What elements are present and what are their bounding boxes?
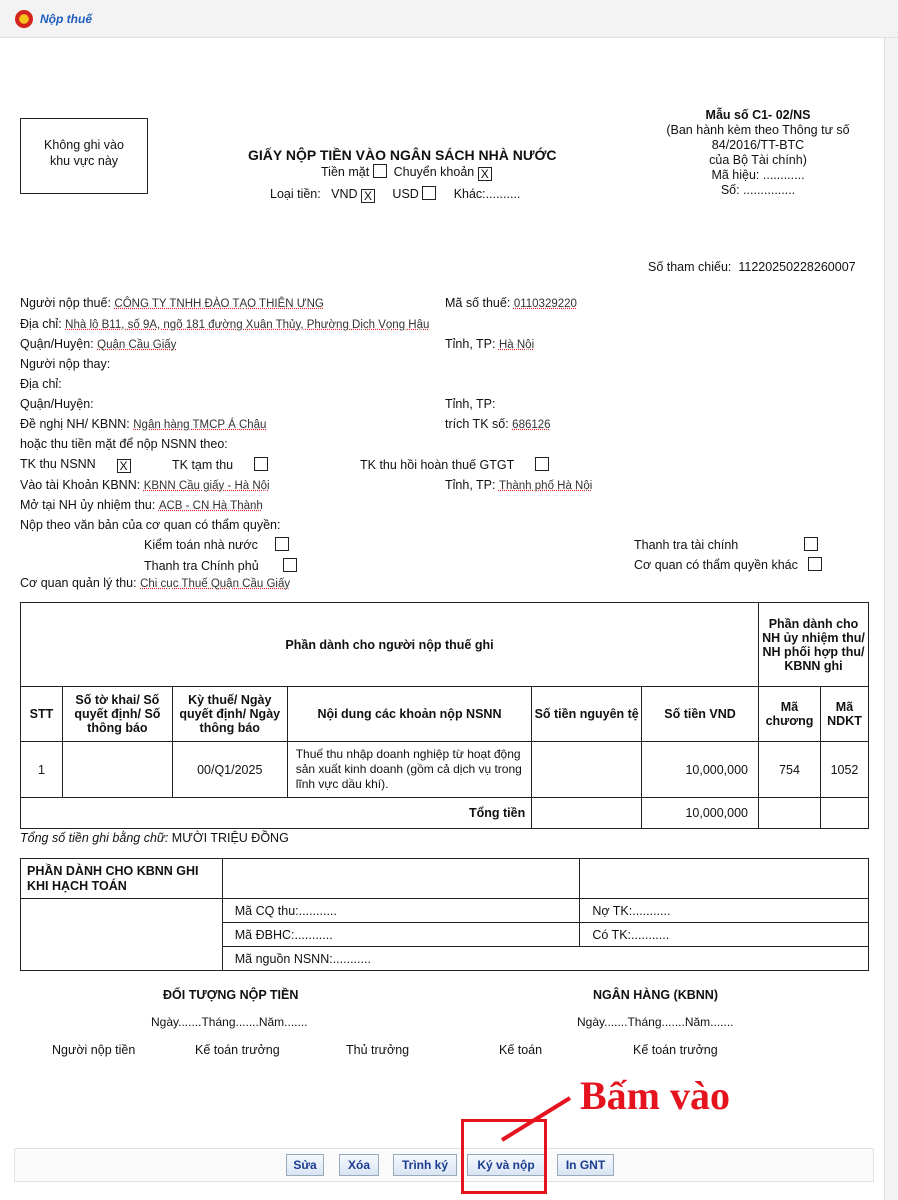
bank-value: Ngân hàng TMCP Á Châu	[133, 419, 267, 431]
audit-row	[144, 537, 289, 552]
agency-row	[20, 576, 290, 590]
tk-thu-checkbox[interactable]: X	[117, 459, 131, 473]
kbnn-accounting-table	[20, 858, 869, 971]
no-write-area	[20, 118, 148, 194]
table-header-row	[21, 687, 869, 742]
form-title: GIẤY NỘP TIỀN VÀO NGÂN SÁCH NHÀ NƯỚC	[248, 147, 557, 163]
proxy-payer-label: Người nộp thay:	[20, 357, 111, 371]
kbnn-empty-cell	[21, 899, 223, 971]
bank-sign-date: Ngày.......Tháng.......Năm.......	[577, 1015, 734, 1029]
authority-line: Nộp theo văn bản của cơ quan có thẩm quyền:	[20, 518, 281, 532]
sign-chief-accountant: Kế toán trưởng	[195, 1043, 280, 1057]
col-header: Kỳ thuế/ Ngày quyết định/ Ngày thông báo	[172, 687, 287, 742]
gov-insp-row	[144, 558, 297, 573]
no-write-line1: Không ghi vào	[44, 138, 124, 152]
tax-code-row	[445, 296, 577, 310]
account-label: trích TK số:	[445, 417, 509, 431]
tax-code-value: 0110329220	[513, 298, 577, 310]
col-header: Số tờ khai/ Số quyết định/ Số thông báo	[62, 687, 172, 742]
col-header: Số tiền nguyên tệ	[532, 687, 642, 742]
kbnn-row-2	[21, 899, 869, 923]
account-row	[445, 417, 551, 431]
cell-chuong: 754	[759, 742, 821, 798]
ma-nguon-nsnn: Mã nguồn NSNN:...........	[222, 947, 868, 971]
total-ndkt	[820, 798, 868, 829]
district-value: Quận Cầu Giấy	[97, 339, 177, 351]
other-auth-row	[634, 557, 822, 572]
open-at-value: ACB - CN Hà Thành	[158, 500, 263, 512]
col-header: STT	[21, 687, 63, 742]
gov-insp-checkbox[interactable]	[283, 558, 297, 572]
ma-cq-thu: Mã CQ thu:...........	[222, 899, 580, 923]
district-label: Quận/Huyện:	[20, 337, 94, 351]
total-chuong	[759, 798, 821, 829]
no-tk: Nợ TK:...........	[580, 899, 869, 923]
section-left-header: Phần dành cho người nộp thuế ghi	[21, 603, 759, 687]
gov-insp-label: Thanh tra Chính phủ	[144, 559, 259, 573]
cell-so-to-khai	[62, 742, 172, 798]
tk-thu-label: TK thu NSNN	[20, 457, 96, 471]
usd-label: USD	[392, 187, 419, 201]
kbnn-row	[20, 478, 270, 492]
col-header: Nội dung các khoản nộp NSNN	[287, 687, 532, 742]
delete-button[interactable]: Xóa	[339, 1154, 379, 1176]
submit-button[interactable]: Trình ký	[393, 1154, 457, 1176]
print-button[interactable]: In GNT	[557, 1154, 614, 1176]
form-code-block	[660, 108, 856, 198]
transfer-checkbox[interactable]: X	[478, 167, 492, 181]
other-currency-label: Khác:..........	[453, 187, 521, 201]
sign-bank-chief-accountant: Kế toán trưởng	[633, 1043, 718, 1057]
form-code: Mẫu số C1- 02/NS	[705, 108, 811, 122]
total-vnd: 10,000,000	[642, 798, 759, 829]
fin-insp-row	[634, 537, 818, 552]
tax-code-label: Mã số thuế:	[445, 296, 511, 310]
tk-tam-label: TK tạm thu	[172, 458, 234, 472]
bank-signature-title: NGÂN HÀNG (KBNN)	[593, 988, 718, 1002]
top-bar	[0, 0, 898, 38]
sign-and-pay-button[interactable]: Ký và nộp	[467, 1154, 545, 1176]
kbnn-empty-cell	[222, 859, 580, 899]
total-label: Tổng tiền	[21, 798, 532, 829]
amount-words-row	[20, 831, 289, 845]
ma-hieu: Mã hiệu: ............	[711, 168, 805, 182]
kbnn-section-title: PHẦN DÀNH CHO KBNN GHI KHI HẠCH TOÁN	[21, 859, 223, 899]
kbnn-empty-cell	[580, 859, 869, 899]
agency-label: Cơ quan quản lý thu:	[20, 576, 137, 590]
kbnn-value: KBNN Cầu giấy - Hà Nội	[143, 480, 270, 492]
province-value: Hà Nội	[498, 339, 535, 351]
cell-vnd: 10,000,000	[642, 742, 759, 798]
province-row	[445, 337, 534, 351]
reference-row	[648, 260, 856, 274]
amount-words-label: Tổng số tiền ghi bằng chữ:	[20, 831, 169, 845]
vnd-label: VND	[331, 187, 358, 201]
payer-row	[20, 296, 324, 310]
sign-accountant: Kế toán	[499, 1043, 543, 1057]
cell-ky-thue: 00/Q1/2025	[172, 742, 287, 798]
form-code-line2: 84/2016/TT-BTC	[711, 138, 805, 152]
other-auth-checkbox[interactable]	[808, 557, 822, 571]
so-number: Số: ...............	[720, 183, 796, 197]
payer-label: Người nộp thuế:	[20, 296, 111, 310]
table-row	[21, 742, 869, 798]
tk-thu-row	[20, 457, 131, 473]
reference-label: Số tham chiếu:	[648, 260, 732, 274]
section-right-header: Phần dành cho NH ủy nhiệm thu/ NH phối hợp thu/ KBNN ghi	[759, 603, 869, 687]
proxy-province-label: Tỉnh, TP:	[445, 397, 496, 411]
open-at-label: Mở tại NH ủy nhiệm thu:	[20, 498, 156, 512]
kbnn-label: Vào tài Khoản KBNN:	[20, 478, 141, 492]
cash-label: Tiền mặt	[321, 165, 370, 179]
total-nguyen-te	[532, 798, 642, 829]
audit-checkbox[interactable]	[275, 537, 289, 551]
currency-label: Loại tiền:	[270, 187, 321, 201]
open-at-row	[20, 498, 263, 512]
account-value: 686126	[512, 419, 551, 431]
cell-noi-dung: Thuế thu nhập doanh nghiệp từ hoạt động sản xuất kinh doanh (gồm cả dịch vụ trong lĩnh vực dầu khí).	[287, 742, 532, 798]
currency-row	[270, 186, 520, 203]
callout-highlight-box	[461, 1119, 547, 1194]
kbnn-province-label: Tỉnh, TP:	[445, 478, 496, 492]
address-label: Địa chỉ:	[20, 317, 62, 331]
vnd-checkbox[interactable]: X	[361, 189, 375, 203]
scrollbar[interactable]	[884, 38, 898, 1200]
payment-table	[20, 602, 869, 829]
proxy-district-label: Quận/Huyện:	[20, 397, 94, 411]
table-section-row	[21, 603, 869, 687]
sign-payer: Người nộp tiền	[52, 1043, 136, 1057]
co-tk: Có TK:...........	[580, 923, 869, 947]
form-code-line3: của Bộ Tài chính)	[709, 153, 807, 167]
payer-sign-date: Ngày.......Tháng.......Năm.......	[151, 1015, 308, 1029]
tk-hoan-checkbox[interactable]	[535, 457, 549, 471]
kbnn-row-1	[21, 859, 869, 899]
cell-stt: 1	[21, 742, 63, 798]
amount-words-value: MƯỜI TRIỆU ĐỒNG	[171, 831, 289, 845]
bank-row	[20, 417, 266, 431]
address-row	[20, 317, 429, 331]
agency-value: Chi cục Thuế Quận Cầu Giấy	[140, 578, 291, 590]
edit-button[interactable]: Sửa	[286, 1154, 324, 1176]
other-auth-label: Cơ quan có thẩm quyền khác	[634, 558, 798, 572]
payer-value: CÔNG TY TNHH ĐÀO TẠO THIÊN ƯNG	[114, 298, 324, 310]
tk-hoan-row	[360, 457, 549, 472]
ma-dbhc: Mã ĐBHC:...........	[222, 923, 580, 947]
payer-signature-title: ĐỐI TƯỢNG NỘP TIỀN	[163, 988, 299, 1002]
address-value: Nhà lô B11, số 9A, ngõ 181 đường Xuân Thủy, Phường Dịch Vọng Hậu	[65, 319, 430, 331]
col-header: Mã NDKT	[820, 687, 868, 742]
col-header: Mã chương	[759, 687, 821, 742]
reference-value: 11220250228260007	[738, 260, 856, 274]
transfer-label: Chuyển khoản	[393, 165, 475, 179]
fin-insp-checkbox[interactable]	[804, 537, 818, 551]
kbnn-province-value: Thành phố Hà Nội	[498, 480, 593, 492]
cell-nguyen-te	[532, 742, 642, 798]
form-code-line1: (Ban hành kèm theo Thông tư số	[666, 123, 850, 137]
usd-checkbox[interactable]	[422, 186, 436, 200]
no-write-line2: khu vực này	[49, 154, 119, 168]
fin-insp-label: Thanh tra tài chính	[634, 538, 739, 552]
cell-ndkt: 1052	[820, 742, 868, 798]
sign-head: Thủ trưởng	[346, 1043, 410, 1057]
tk-tam-checkbox[interactable]	[254, 457, 268, 471]
audit-label: Kiểm toán nhà nước	[144, 538, 258, 552]
bank-label: Đề nghị NH/ KBNN:	[20, 417, 130, 431]
kbnn-province-row	[445, 478, 592, 492]
tk-tam-row	[172, 457, 268, 472]
district-row	[20, 337, 176, 351]
total-row	[21, 798, 869, 829]
page-title: Nộp thuế	[40, 12, 92, 26]
cash-collection-line: hoặc thu tiền mặt để nộp NSNN theo:	[20, 437, 228, 451]
national-emblem-icon	[15, 10, 33, 28]
province-label: Tỉnh, TP:	[445, 337, 496, 351]
cash-checkbox[interactable]	[373, 164, 387, 178]
payment-method-row	[321, 164, 492, 181]
callout-text: Bấm vào	[580, 1073, 730, 1118]
col-header: Số tiền VND	[642, 687, 759, 742]
tk-hoan-label: TK thu hồi hoàn thuế GTGT	[360, 458, 515, 472]
proxy-address-label: Địa chỉ:	[20, 377, 62, 391]
